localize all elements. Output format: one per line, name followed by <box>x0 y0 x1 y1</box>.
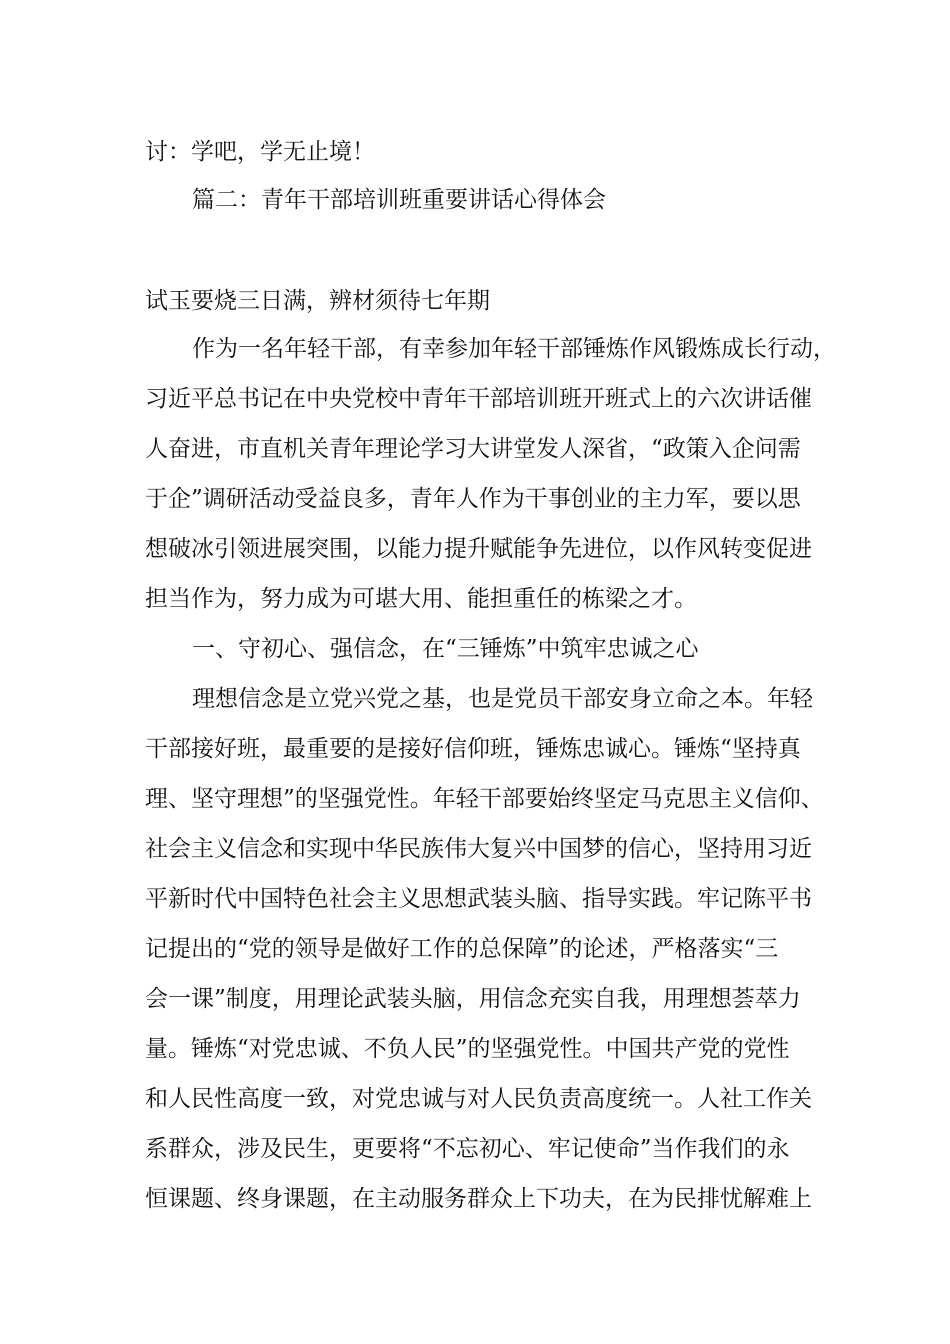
text-line: 理、坚守理想”的坚强党性。年轻干部要始终坚定马克思主义信仰、 <box>145 786 824 812</box>
text-line: 平新时代中国特色社会主义思想武装头脑、指导实践。牢记陈平书 <box>145 886 812 912</box>
subsection-heading: 一、守初心、强信念，在“三锤炼”中筑牢忠诚之心 <box>192 636 699 662</box>
text-line: 担当作为，努力成为可堪大用、能担重任的栋梁之才。 <box>145 586 697 612</box>
text-line: 干部接好班，最重要的是接好信仰班，锤炼忠诚心。锤炼“坚持真 <box>145 736 801 762</box>
text-line: 和人民性高度一致，对党忠诚与对人民负责高度统一。人社工作关 <box>145 1086 812 1112</box>
text-line: 讨：学吧，学无止境！ <box>145 139 375 165</box>
text-line: 量。锤炼“对党忠诚、不负人民”的坚强党性。中国共产党的党性 <box>145 1036 790 1062</box>
text-line: 系群众，涉及民生，更要将“不忘初心、牢记使命”当作我们的永 <box>145 1136 790 1162</box>
text-line: 于企”调研活动受益良多，青年人作为干事创业的主力军，要以思 <box>145 486 801 512</box>
text-line: 理想信念是立党兴党之基，也是党员干部安身立命之本。年轻 <box>192 686 813 712</box>
text-line: 会一课”制度，用理论武装头脑，用信念充实自我，用理想荟萃力 <box>145 986 801 1012</box>
text-line: 作为一名年轻干部，有幸参加年轻干部锤炼作风锻炼成长行动， <box>192 336 836 362</box>
text-line: 人奋进，市直机关青年理论学习大讲堂发人深省，“政策入企问需 <box>145 436 801 462</box>
text-line: 社会主义信念和实现中华民族伟大复兴中国梦的信心，坚持用习近 <box>145 836 812 862</box>
article-title: 试玉要烧三日满，辨材须待七年期 <box>145 288 490 314</box>
section-heading: 篇二：青年干部培训班重要讲话心得体会 <box>192 187 606 213</box>
text-line: 想破冰引领进展突围，以能力提升赋能争先进位，以作风转变促进 <box>145 536 812 562</box>
text-line: 习近平总书记在中央党校中青年干部培训班开班式上的六次讲话催 <box>145 386 812 412</box>
text-line: 恒课题、终身课题，在主动服务群众上下功夫，在为民排忧解难上 <box>145 1186 812 1212</box>
text-line: 记提出的“党的领导是做好工作的总保障”的论述，严格落实“三 <box>145 936 779 962</box>
